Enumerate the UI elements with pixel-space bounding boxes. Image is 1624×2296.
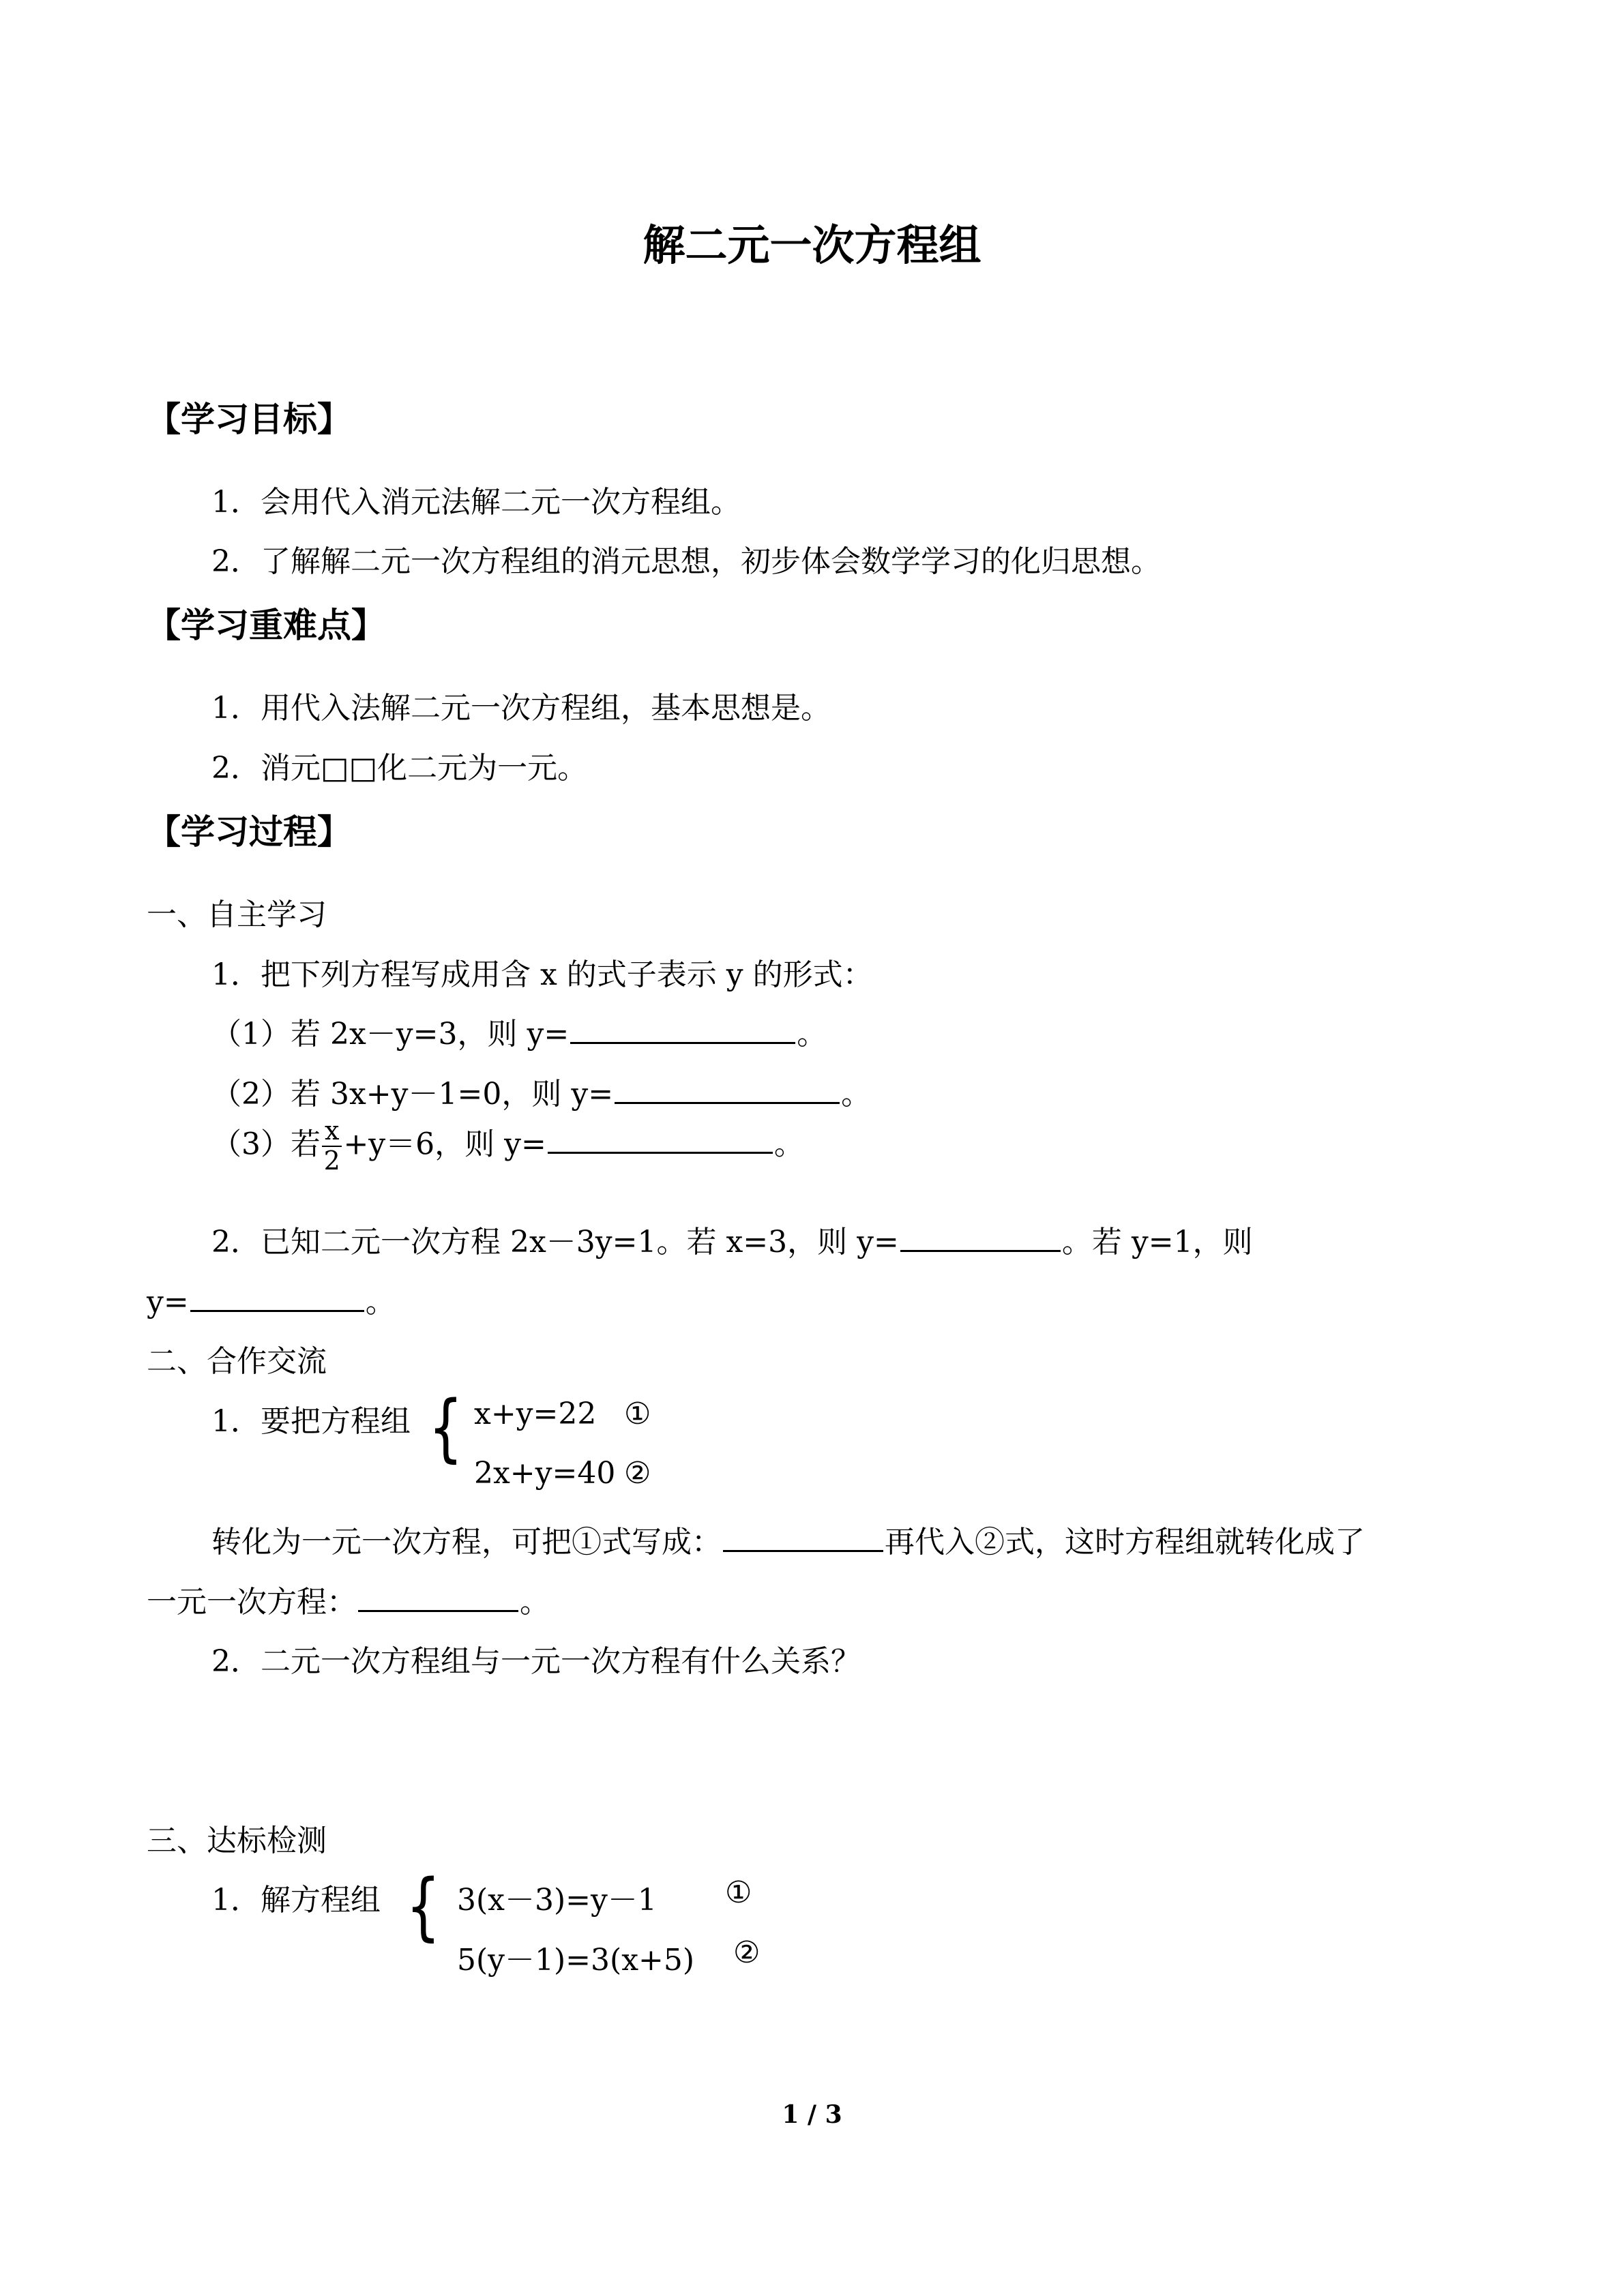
process-heading: 【学习过程】 bbox=[147, 812, 351, 852]
period: 。 bbox=[365, 1285, 396, 1320]
part1-question-1-2 bbox=[211, 1069, 871, 1113]
equation-2-mark: ② bbox=[733, 1935, 761, 1970]
period: 。 bbox=[841, 1077, 872, 1112]
period: 。 bbox=[797, 1017, 827, 1052]
question-text: 2．已知二元一次方程 2x－3y=1。若 x=3，则 y= bbox=[211, 1225, 899, 1259]
answer-blank-rewrite[interactable] bbox=[723, 1545, 883, 1552]
equation-1: 3(x－3)=y－1 bbox=[457, 1883, 657, 1918]
part1-question-2 bbox=[211, 1217, 1253, 1261]
part3-heading: 三、达标检测 bbox=[147, 1823, 327, 1858]
page-title: 解二元一次方程组 bbox=[643, 220, 981, 270]
answer-blank-equation[interactable] bbox=[358, 1605, 518, 1612]
system-brace: { bbox=[406, 1863, 441, 1950]
page-number: 1 / 3 bbox=[782, 2100, 842, 2129]
answer-blank[interactable] bbox=[548, 1146, 773, 1154]
question-text-mid: 再代入②式，这时方程组就转化成了 bbox=[885, 1525, 1365, 1560]
period: 。 bbox=[520, 1585, 550, 1620]
question-text: （2）若 3x+y－1=0，则 y= bbox=[211, 1077, 614, 1112]
question-text: 一元一次方程： bbox=[147, 1585, 357, 1620]
question-text: （3）若 bbox=[211, 1127, 321, 1162]
question-text: （1）若 2x－y=3，则 y= bbox=[211, 1017, 570, 1052]
part1-question-1: 1．把下列方程写成用含 x 的式子表示 y 的形式： bbox=[211, 957, 873, 992]
equation-2: 5(y－1)=3(x+5) bbox=[457, 1943, 695, 1978]
goals-heading: 【学习目标】 bbox=[147, 400, 351, 439]
equation-1-mark: ① bbox=[725, 1875, 752, 1910]
key-heading: 【学习重难点】 bbox=[147, 606, 385, 645]
equation-2-mark: ② bbox=[624, 1456, 651, 1491]
part3-question-1-label: 1．解方程组 bbox=[211, 1883, 381, 1918]
part2-heading: 二、合作交流 bbox=[147, 1344, 327, 1379]
fraction bbox=[322, 1117, 342, 1176]
part1-question-2-line2 bbox=[147, 1277, 396, 1321]
equation-1-mark: ① bbox=[624, 1397, 651, 1431]
part2-question-2: 2．二元一次方程组与一元一次方程有什么关系？ bbox=[211, 1644, 861, 1679]
key-item-1: 1．用代入法解二元一次方程组，基本思想是。 bbox=[211, 691, 831, 726]
system-brace: { bbox=[428, 1384, 463, 1471]
answer-blank-x[interactable] bbox=[900, 1244, 1061, 1252]
fraction-denominator: 2 bbox=[323, 1145, 340, 1176]
question-text: y= bbox=[147, 1285, 189, 1320]
part2-question-1-text bbox=[211, 1517, 1365, 1561]
answer-blank[interactable] bbox=[570, 1037, 795, 1044]
part1-question-1-3 bbox=[211, 1117, 804, 1176]
part1-heading: 一、自主学习 bbox=[147, 897, 327, 932]
goal-item-1: 1．会用代入消元法解二元一次方程组。 bbox=[211, 485, 741, 520]
goal-item-2: 2．了解解二元一次方程组的消元思想，初步体会数学学习的化归思想。 bbox=[211, 544, 1161, 579]
part2-question-1-line2 bbox=[147, 1577, 550, 1621]
fraction-numerator: x bbox=[322, 1117, 342, 1147]
question-text-mid: 。若 y=1，则 bbox=[1061, 1225, 1253, 1259]
equation-1: x+y=22 bbox=[474, 1397, 597, 1431]
answer-blank-y[interactable] bbox=[190, 1304, 364, 1312]
equation-2: 2x+y=40 bbox=[474, 1456, 616, 1491]
key-item-2: 2．消元□□化二元为一元。 bbox=[211, 751, 588, 786]
question-text: 转化为一元一次方程，可把①式写成： bbox=[211, 1525, 722, 1560]
part2-question-1-label: 1．要把方程组 bbox=[211, 1404, 411, 1439]
answer-blank[interactable] bbox=[615, 1097, 840, 1104]
period: 。 bbox=[773, 1127, 804, 1162]
question-text-post: +y＝6，则 y= bbox=[343, 1127, 546, 1162]
part1-question-1-1 bbox=[211, 1009, 827, 1053]
